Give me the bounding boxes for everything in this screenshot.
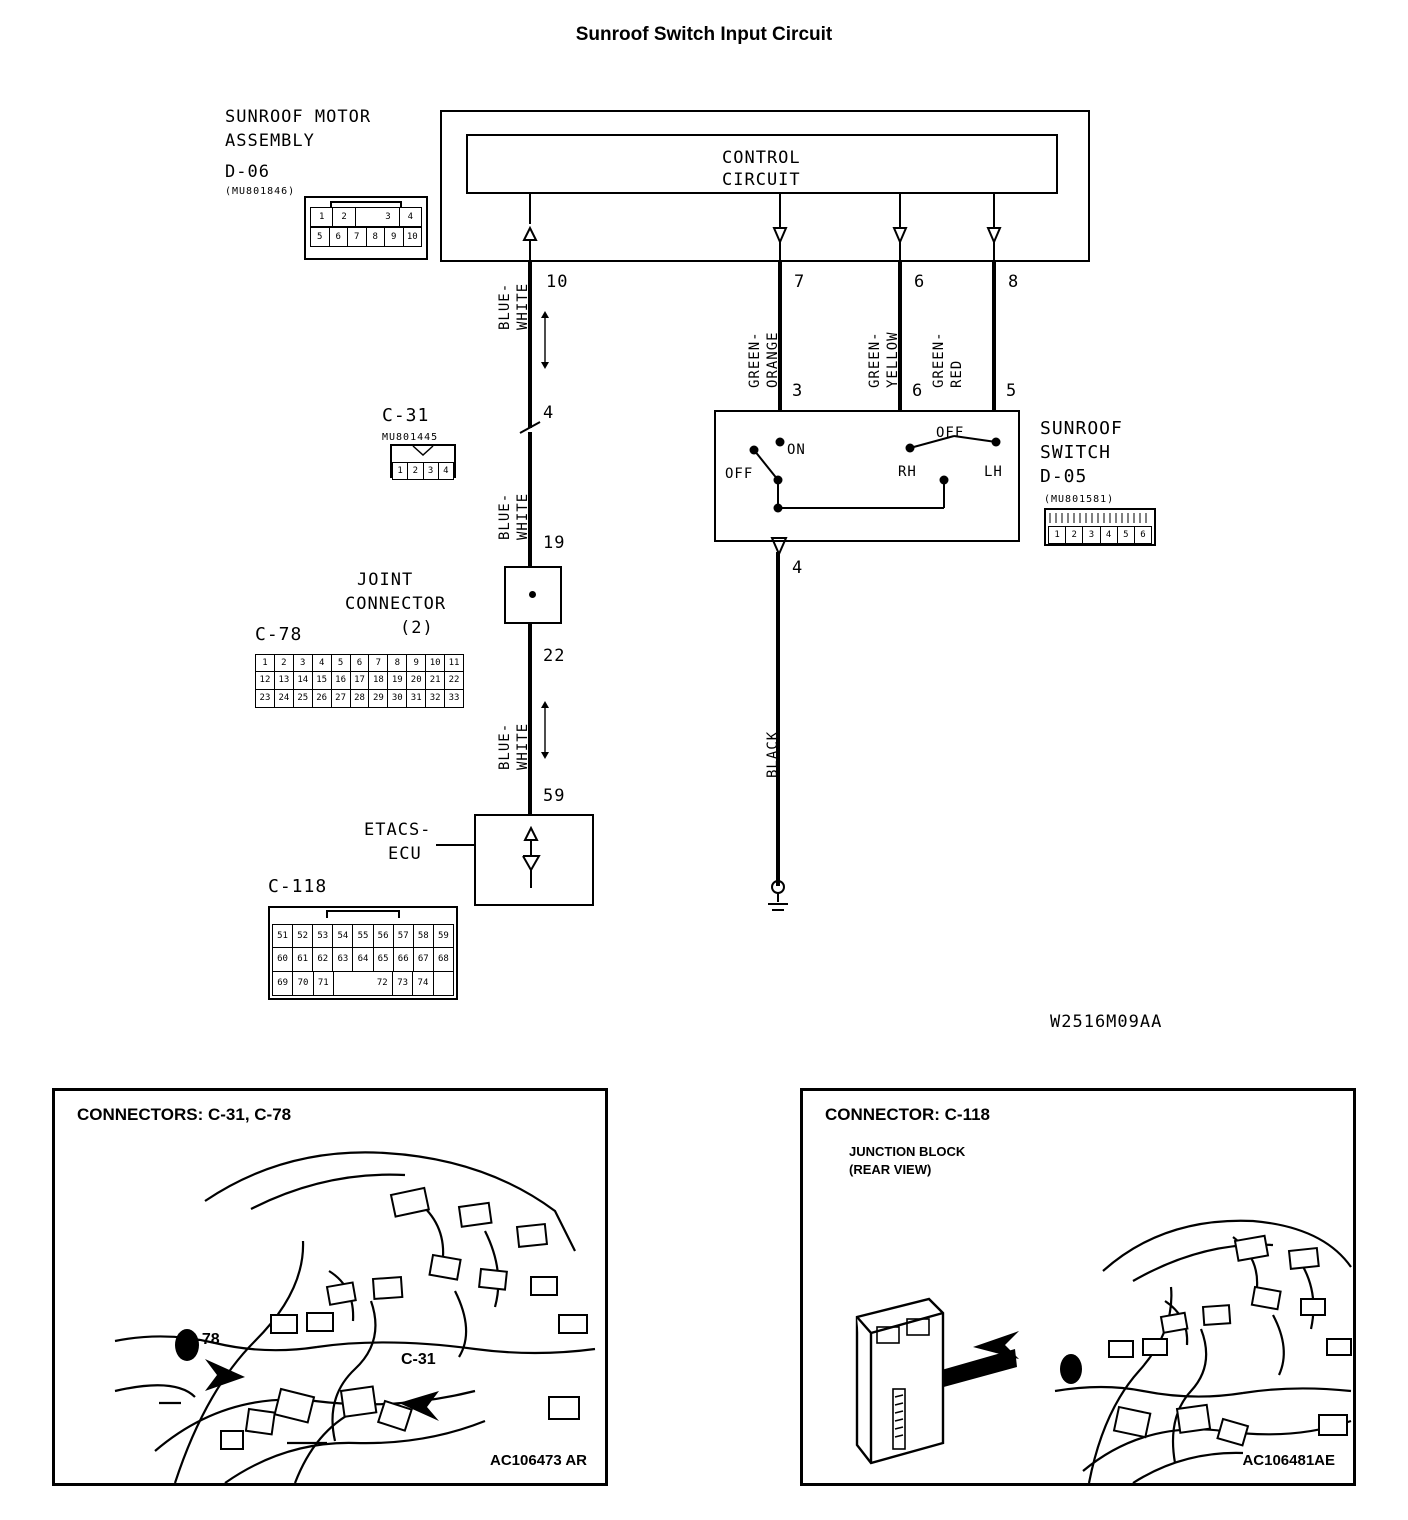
- pin: 61: [293, 948, 313, 971]
- pin: 66: [394, 948, 414, 971]
- pin-blank: [356, 208, 377, 226]
- etacs-input-arrow: [518, 826, 544, 892]
- control-circuit-label-line1: CONTROL: [722, 148, 801, 168]
- sunroof-motor-name-line2: ASSEMBLY: [225, 131, 315, 151]
- pin: 1: [1049, 527, 1066, 543]
- pin: 19: [388, 672, 407, 689]
- pin: 56: [374, 925, 394, 948]
- photo-panel-connectors-c31-c78: [52, 1088, 608, 1486]
- pin: 7: [369, 655, 388, 672]
- wire-color-green-red-a: GREEN-: [931, 331, 947, 388]
- photo2-subtitle-line2: (REAR VIEW): [849, 1161, 932, 1177]
- pin: 64: [353, 948, 373, 971]
- sunroof-motor-part-no: (MU801846): [225, 186, 296, 197]
- etacs-ecu-name-line1: ETACS-: [364, 820, 432, 840]
- pin: 15: [313, 672, 332, 689]
- joint-connector-node: [529, 591, 536, 598]
- pin: 2: [333, 208, 355, 226]
- sunroof-motor-name-line1: SUNROOF MOTOR: [225, 107, 372, 127]
- pin: 10: [426, 655, 445, 672]
- sunroof-switch-contacts: [714, 410, 1020, 542]
- pin: 29: [369, 690, 388, 707]
- pin: 1: [256, 655, 275, 672]
- switch-contact-rh: RH: [898, 464, 917, 480]
- wire-color-blue-white-2a: BLUE-: [497, 492, 513, 540]
- c118-latch-line: [326, 910, 400, 912]
- joint-connector-name-line1: JOINT: [357, 570, 414, 590]
- pin: 13: [275, 672, 294, 689]
- pin: 5: [1118, 527, 1135, 543]
- pin: 11: [445, 655, 463, 672]
- pin: 2: [1066, 527, 1083, 543]
- wire-blue-white-bottom: [528, 624, 532, 814]
- wire-size-arrow-2: [538, 700, 552, 760]
- switch-contact-lh: LH: [984, 464, 1003, 480]
- pin: 51: [273, 925, 293, 948]
- pin: 65: [374, 948, 394, 971]
- pin: 73: [393, 972, 413, 995]
- diagram-code: W2516M09AA: [1050, 1012, 1163, 1032]
- pin: 1: [311, 208, 333, 226]
- pin: 53: [313, 925, 333, 948]
- pin: 2: [408, 463, 423, 479]
- pin: 22: [445, 672, 463, 689]
- pin-blank: [353, 972, 372, 995]
- wire-color-green-orange-b: ORANGE: [765, 331, 781, 388]
- pin: 72: [373, 972, 393, 995]
- pin: 5: [311, 228, 330, 246]
- pin-number-10: 10: [546, 272, 569, 292]
- pin: 59: [434, 925, 453, 948]
- joint-connector-name-line3: (2): [400, 618, 434, 638]
- arrow-output-pin8: [982, 194, 1012, 262]
- wire-color-blue-white-3b: WHITE: [515, 722, 531, 770]
- wire-color-blue-white-1b: WHITE: [515, 282, 531, 330]
- pin-number-4-switch: 4: [792, 558, 804, 578]
- pin: 4: [407, 211, 414, 222]
- pin-number-19: 19: [543, 533, 566, 553]
- arrow-input-pin10: [518, 194, 548, 262]
- etacs-ecu-name-line2: ECU: [388, 844, 422, 864]
- pin-number-4-c31: 4: [543, 403, 555, 423]
- pin: 60: [273, 948, 293, 971]
- pin: 57: [394, 925, 414, 948]
- photo-illustration-1: [55, 1091, 605, 1483]
- c118-connector-id: C-118: [268, 876, 328, 897]
- pin-number-22: 22: [543, 646, 566, 666]
- wire-color-blue-white-2b: WHITE: [515, 492, 531, 540]
- pin: 25: [294, 690, 313, 707]
- pin: 31: [407, 690, 426, 707]
- wire-green-red: [992, 262, 996, 410]
- pin: 3: [377, 208, 399, 226]
- c118-latch-left: [326, 910, 328, 918]
- pin: 23: [256, 690, 275, 707]
- pin: 55: [353, 925, 373, 948]
- wire-color-blue-white-1a: BLUE-: [497, 282, 513, 330]
- switch-contact-off-right: OFF: [936, 425, 965, 441]
- ground-symbol: [764, 880, 794, 916]
- wire-color-blue-white-3a: BLUE-: [497, 722, 513, 770]
- pin: 12: [256, 672, 275, 689]
- pin: 2: [275, 655, 294, 672]
- pin: 9: [407, 655, 426, 672]
- pin: 70: [293, 972, 313, 995]
- pin: 4: [443, 465, 449, 476]
- pin-blank: [434, 972, 453, 995]
- photo1-callout-c78: C-78: [185, 1331, 220, 1348]
- wire-color-green-red-b: RED: [949, 359, 965, 388]
- pin: 74: [413, 972, 433, 995]
- c31-part-no: MU801445: [382, 432, 439, 443]
- pin: 5: [332, 655, 351, 672]
- pin-number-59: 59: [543, 786, 566, 806]
- photo2-code: AC106481AE: [1242, 1452, 1335, 1469]
- pin: 54: [333, 925, 353, 948]
- pin: 58: [414, 925, 434, 948]
- pin: 16: [332, 672, 351, 689]
- switch-contact-off-left: OFF: [725, 466, 754, 482]
- pin: 20: [407, 672, 426, 689]
- c31-latch-icon: [412, 445, 434, 457]
- pin: 52: [293, 925, 313, 948]
- pin: 69: [273, 972, 293, 995]
- sunroof-switch-pins: [1048, 526, 1152, 544]
- pin: 24: [275, 690, 294, 707]
- pin: 62: [313, 948, 333, 971]
- pin: 9: [385, 228, 404, 246]
- pin: 1: [393, 463, 408, 479]
- arrow-output-pin6: [888, 194, 918, 262]
- arrow-output-pin7: [768, 194, 798, 262]
- pin: 10: [406, 231, 418, 242]
- pin: 6: [330, 228, 349, 246]
- sunroof-motor-pins-row2: [310, 227, 422, 247]
- pin: 6: [351, 655, 370, 672]
- sunroof-switch-name-line2: SWITCH: [1040, 442, 1112, 463]
- c118-latch-right: [398, 910, 400, 918]
- pin: 17: [351, 672, 370, 689]
- c31-pins: [392, 462, 454, 480]
- sunroof-motor-connector-id: D-06: [225, 162, 270, 182]
- pin: 8: [367, 228, 386, 246]
- photo2-subtitle-line1: JUNCTION BLOCK: [849, 1144, 966, 1159]
- pin: 4: [313, 655, 332, 672]
- pin: 33: [448, 692, 460, 703]
- sunroof-switch-connector-hatch: [1046, 511, 1154, 525]
- photo2-subtitle: [849, 1143, 965, 1178]
- pin-number-6-switch: 6: [912, 381, 924, 401]
- pin: 26: [313, 690, 332, 707]
- pin: 67: [414, 948, 434, 971]
- pin: 30: [388, 690, 407, 707]
- photo1-code: AC106473 AR: [490, 1452, 587, 1469]
- connector-latch-line: [330, 201, 402, 203]
- switch-contact-on: ON: [787, 442, 806, 458]
- etacs-leader-line: [436, 844, 476, 846]
- page-title: Sunroof Switch Input Circuit: [575, 24, 833, 45]
- pin: 7: [348, 228, 367, 246]
- pin: 6: [1140, 529, 1146, 540]
- pin-number-5: 5: [1006, 381, 1018, 401]
- wire-color-green-yellow-a: GREEN-: [867, 331, 883, 388]
- pin-number-8: 8: [1008, 272, 1020, 292]
- pin: 14: [294, 672, 313, 689]
- pin: 27: [332, 690, 351, 707]
- sunroof-switch-connector-id: D-05: [1040, 466, 1088, 487]
- pin: 28: [351, 690, 370, 707]
- pin: 3: [424, 463, 439, 479]
- c78-pins: [255, 654, 464, 708]
- pin: 18: [369, 672, 388, 689]
- photo2-title: CONNECTOR: C-118: [825, 1105, 990, 1124]
- pin-number-7: 7: [794, 272, 806, 292]
- pin-number-3: 3: [792, 381, 804, 401]
- pin: 32: [426, 690, 445, 707]
- pin: 3: [1083, 527, 1100, 543]
- c78-connector-id: C-78: [255, 624, 303, 645]
- sunroof-switch-part-no: (MU801581): [1044, 494, 1115, 505]
- c31-connector-id: C-31: [382, 405, 430, 426]
- control-circuit-label-line2: CIRCUIT: [722, 170, 801, 190]
- pin: 21: [426, 672, 445, 689]
- sunroof-motor-pins-row1: [310, 207, 422, 227]
- wire-black-ground: [776, 552, 780, 886]
- c118-pins: [272, 924, 454, 996]
- pin: 8: [388, 655, 407, 672]
- pin: 4: [1101, 527, 1118, 543]
- wire-color-black: BLACK: [765, 730, 781, 778]
- wire-color-green-orange-a: GREEN-: [747, 331, 763, 388]
- wire-color-green-yellow-b: YELLOW: [885, 331, 901, 388]
- photo1-callout-c31: C-31: [401, 1351, 436, 1368]
- wire-size-arrow-1: [538, 310, 552, 370]
- photo-panel-connector-c118: [800, 1088, 1356, 1486]
- sunroof-switch-name-line1: SUNROOF: [1040, 418, 1123, 439]
- pin: 63: [333, 948, 353, 971]
- pin-blank: [334, 972, 353, 995]
- pin: 71: [314, 972, 334, 995]
- pin: 68: [434, 948, 453, 971]
- photo1-title: CONNECTORS: C-31, C-78: [77, 1105, 292, 1124]
- pin: 3: [294, 655, 313, 672]
- pin-number-6-motor: 6: [914, 272, 926, 292]
- joint-connector-name-line2: CONNECTOR: [345, 594, 447, 614]
